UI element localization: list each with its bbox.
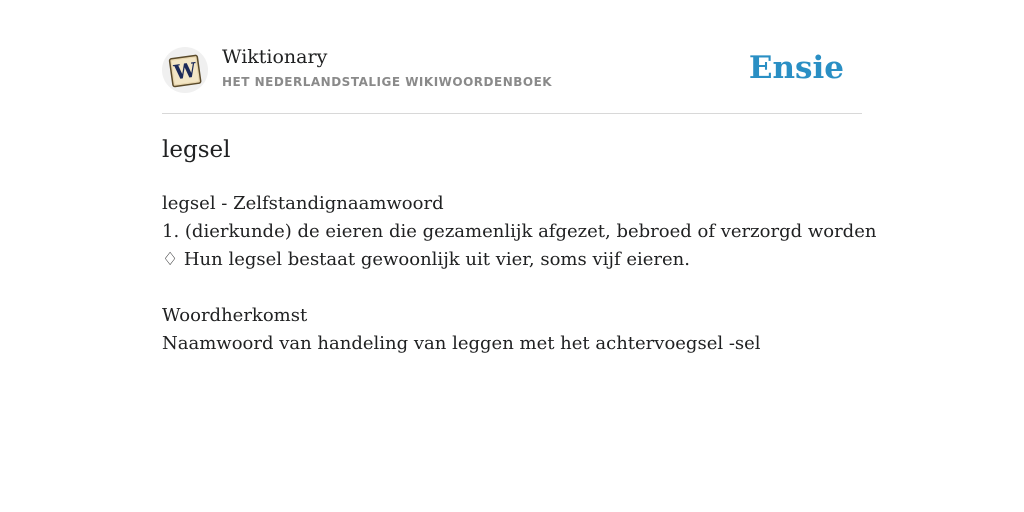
etymology-line: Naamwoord van handeling van leggen met het achtervoegsel -sel bbox=[162, 333, 761, 354]
etymology-heading: Woordherkomst bbox=[162, 305, 308, 326]
definition-line: 1. (dierkunde) de eieren die gezamenlijk afgezet, bebroed of verzorgd worden bbox=[162, 221, 877, 242]
wiktionary-tile-icon bbox=[162, 47, 208, 93]
site-name[interactable]: Wiktionary bbox=[222, 46, 328, 68]
svg-text:W: W bbox=[172, 57, 198, 85]
entry-heading-line: legsel - Zelfstandignaamwoord bbox=[162, 193, 444, 214]
ensie-brand-link[interactable]: Ensie bbox=[748, 50, 844, 86]
site-header bbox=[162, 44, 862, 114]
entry-content bbox=[162, 190, 877, 358]
page-title: legsel bbox=[162, 137, 231, 163]
example-line: ♢ Hun legsel bestaat gewoonlijk uit vier, soms vijf eieren. bbox=[162, 249, 690, 270]
site-tagline: HET NEDERLANDSTALIGE WIKIWOORDENBOEK bbox=[222, 75, 553, 89]
wiktionary-logo[interactable] bbox=[162, 47, 208, 93]
paragraph-spacer bbox=[162, 274, 862, 302]
